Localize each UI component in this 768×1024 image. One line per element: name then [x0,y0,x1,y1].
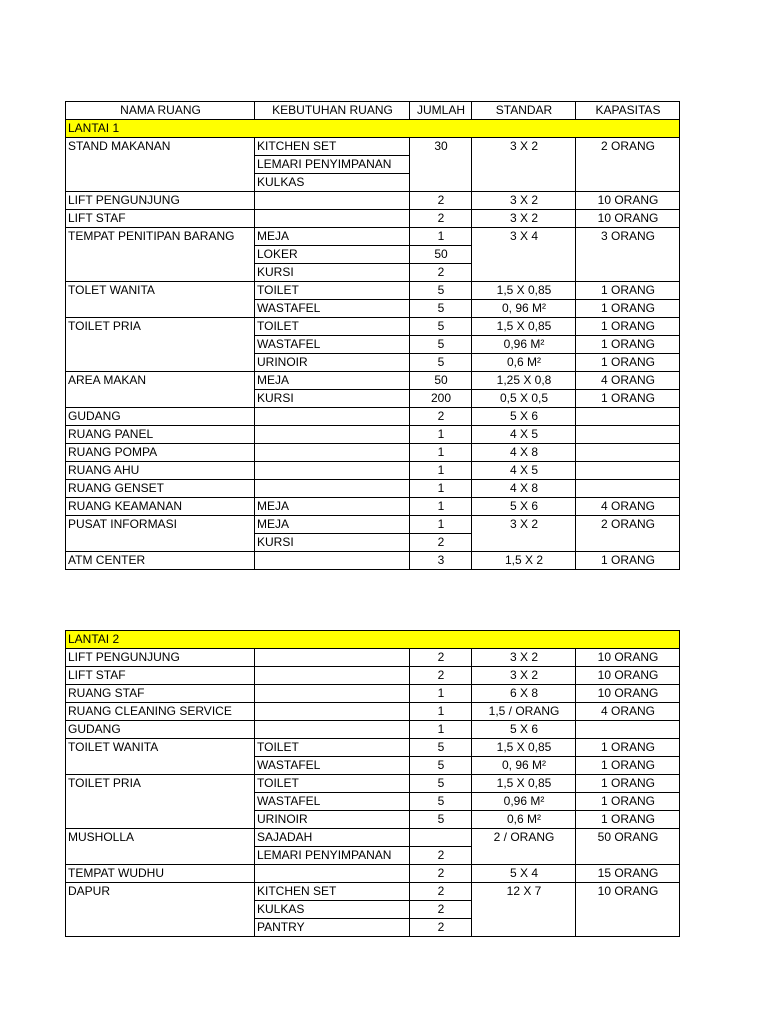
table-row [66,318,680,336]
cell-kapasitas [576,901,680,919]
table-row [66,444,680,462]
cell-standar [472,264,576,282]
table-row [66,721,680,739]
cell-kapasitas: 10 ORANG [576,649,680,667]
cell-kebutuhan-ruang [255,649,410,667]
cell-nama-ruang: AREA MAKAN [66,372,255,390]
table-row [66,534,680,552]
cell-jumlah: 1 [410,516,472,534]
cell-nama-ruang: RUANG CLEANING SERVICE [66,703,255,721]
cell-kebutuhan-ruang: WASTAFEL [255,757,410,775]
cell-nama-ruang: GUDANG [66,408,255,426]
table-row [66,408,680,426]
cell-standar [472,919,576,937]
cell-standar: 1,25 X 0,8 [472,372,576,390]
table-row [66,847,680,865]
table-row [66,552,680,570]
cell-kebutuhan-ruang: KITCHEN SET [255,138,410,156]
table-row [66,649,680,667]
table-row [66,498,680,516]
cell-kebutuhan-ruang [255,685,410,703]
cell-jumlah: 5 [410,811,472,829]
cell-kapasitas: 1 ORANG [576,757,680,775]
cell-jumlah: 2 [410,649,472,667]
cell-kapasitas: 10 ORANG [576,667,680,685]
cell-jumlah: 5 [410,793,472,811]
cell-kebutuhan-ruang: KURSI [255,264,410,282]
cell-kapasitas [576,721,680,739]
table-row [66,336,680,354]
cell-kapasitas [576,444,680,462]
cell-standar: 2 / ORANG [472,829,576,847]
cell-standar: 3 X 2 [472,649,576,667]
cell-jumlah: 1 [410,498,472,516]
cell-jumlah: 5 [410,775,472,793]
table-row [66,901,680,919]
cell-standar [472,156,576,174]
cell-kebutuhan-ruang: LEMARI PENYIMPANAN [255,847,410,865]
table-row [66,390,680,408]
cell-kebutuhan-ruang: TOILET [255,318,410,336]
table-row [66,883,680,901]
cell-kebutuhan-ruang [255,210,410,228]
header-nama-ruang: NAMA RUANG [66,102,255,120]
cell-kapasitas: 1 ORANG [576,793,680,811]
table-row [66,757,680,775]
cell-nama-ruang [66,336,255,354]
cell-jumlah: 5 [410,757,472,775]
cell-jumlah: 5 [410,354,472,372]
cell-kebutuhan-ruang: WASTAFEL [255,793,410,811]
cell-standar: 5 X 6 [472,498,576,516]
cell-kebutuhan-ruang: MEJA [255,228,410,246]
cell-kapasitas: 1 ORANG [576,390,680,408]
cell-kapasitas [576,919,680,937]
cell-nama-ruang: TOILET PRIA [66,318,255,336]
cell-standar: 3 X 2 [472,667,576,685]
header-jumlah: JUMLAH [410,102,472,120]
table-row [66,138,680,156]
cell-jumlah: 200 [410,390,472,408]
cell-kebutuhan-ruang [255,721,410,739]
cell-kebutuhan-ruang [255,552,410,570]
cell-nama-ruang: DAPUR [66,883,255,901]
cell-kebutuhan-ruang [255,444,410,462]
cell-standar: 6 X 8 [472,685,576,703]
table-row [66,426,680,444]
cell-kapasitas: 1 ORANG [576,318,680,336]
cell-kapasitas [576,480,680,498]
table-row [66,264,680,282]
cell-jumlah: 2 [410,264,472,282]
cell-nama-ruang [66,793,255,811]
cell-nama-ruang: TOILET PRIA [66,775,255,793]
cell-kebutuhan-ruang: KITCHEN SET [255,883,410,901]
cell-jumlah: 5 [410,282,472,300]
table-row [66,228,680,246]
cell-jumlah [410,156,472,174]
floor-1-label: LANTAI 1 [66,120,680,138]
cell-kebutuhan-ruang: KURSI [255,534,410,552]
cell-standar [472,246,576,264]
cell-jumlah: 1 [410,480,472,498]
cell-standar: 5 X 4 [472,865,576,883]
cell-nama-ruang: TEMPAT PENITIPAN BARANG [66,228,255,246]
cell-standar: 1,5 X 0,85 [472,282,576,300]
cell-kapasitas: 10 ORANG [576,685,680,703]
cell-kebutuhan-ruang: KURSI [255,390,410,408]
cell-kebutuhan-ruang [255,480,410,498]
cell-jumlah: 50 [410,246,472,264]
cell-jumlah: 1 [410,426,472,444]
cell-nama-ruang: LIFT PENGUNJUNG [66,649,255,667]
cell-nama-ruang: LIFT STAF [66,210,255,228]
cell-standar: 4 X 8 [472,444,576,462]
table-row [66,174,680,192]
cell-kapasitas: 4 ORANG [576,498,680,516]
cell-jumlah [410,829,472,847]
cell-nama-ruang: MUSHOLLA [66,829,255,847]
cell-jumlah: 1 [410,685,472,703]
cell-kapasitas: 1 ORANG [576,811,680,829]
cell-nama-ruang [66,811,255,829]
cell-standar: 3 X 2 [472,516,576,534]
cell-standar: 3 X 2 [472,210,576,228]
cell-nama-ruang [66,847,255,865]
cell-kapasitas: 1 ORANG [576,552,680,570]
cell-jumlah: 2 [410,667,472,685]
cell-kebutuhan-ruang: MEJA [255,372,410,390]
cell-standar: 4 X 5 [472,426,576,444]
cell-kebutuhan-ruang [255,703,410,721]
cell-jumlah: 50 [410,372,472,390]
table-row [66,811,680,829]
cell-kebutuhan-ruang: KULKAS [255,901,410,919]
cell-kapasitas: 2 ORANG [576,516,680,534]
floor-2-label: LANTAI 2 [66,631,680,649]
cell-kapasitas [576,174,680,192]
table-row [66,667,680,685]
table-row [66,829,680,847]
cell-jumlah: 1 [410,228,472,246]
cell-standar [472,847,576,865]
cell-kapasitas: 15 ORANG [576,865,680,883]
cell-kebutuhan-ruang: LEMARI PENYIMPANAN [255,156,410,174]
cell-nama-ruang [66,919,255,937]
table-row [66,865,680,883]
cell-kebutuhan-ruang: PANTRY [255,919,410,937]
cell-jumlah: 2 [410,883,472,901]
cell-nama-ruang: STAND MAKANAN [66,138,255,156]
cell-nama-ruang [66,354,255,372]
cell-standar: 0,6 M² [472,811,576,829]
table-row [66,703,680,721]
cell-kapasitas: 3 ORANG [576,228,680,246]
cell-jumlah: 2 [410,408,472,426]
cell-kapasitas [576,426,680,444]
cell-nama-ruang [66,757,255,775]
cell-jumlah: 5 [410,739,472,757]
cell-standar: 1,5 X 2 [472,552,576,570]
table-row [66,919,680,937]
cell-nama-ruang: RUANG POMPA [66,444,255,462]
cell-nama-ruang [66,300,255,318]
table-row [66,282,680,300]
cell-jumlah: 30 [410,138,472,156]
cell-nama-ruang [66,534,255,552]
cell-kapasitas [576,408,680,426]
cell-kapasitas: 4 ORANG [576,372,680,390]
table-row [66,775,680,793]
cell-nama-ruang: RUANG PANEL [66,426,255,444]
cell-kebutuhan-ruang: TOILET [255,739,410,757]
cell-kebutuhan-ruang: WASTAFEL [255,336,410,354]
cell-jumlah: 2 [410,901,472,919]
cell-nama-ruang [66,264,255,282]
cell-kapasitas [576,534,680,552]
cell-kapasitas: 50 ORANG [576,829,680,847]
cell-kapasitas [576,462,680,480]
cell-jumlah: 1 [410,721,472,739]
cell-nama-ruang: GUDANG [66,721,255,739]
cell-nama-ruang [66,390,255,408]
cell-jumlah: 2 [410,919,472,937]
cell-jumlah: 5 [410,318,472,336]
cell-nama-ruang: PUSAT INFORMASI [66,516,255,534]
table-row [66,354,680,372]
cell-kebutuhan-ruang: MEJA [255,516,410,534]
cell-kebutuhan-ruang: KULKAS [255,174,410,192]
cell-standar: 3 X 4 [472,228,576,246]
cell-jumlah: 2 [410,192,472,210]
cell-kapasitas: 1 ORANG [576,739,680,757]
cell-jumlah: 2 [410,865,472,883]
cell-kebutuhan-ruang [255,426,410,444]
cell-kebutuhan-ruang: SAJADAH [255,829,410,847]
table-row [66,192,680,210]
table-row [66,793,680,811]
cell-kapasitas: 10 ORANG [576,192,680,210]
cell-kapasitas [576,847,680,865]
cell-kapasitas [576,264,680,282]
table-row [66,516,680,534]
cell-standar: 3 X 2 [472,192,576,210]
cell-standar: 0, 96 M² [472,757,576,775]
cell-standar: 12 X 7 [472,883,576,901]
cell-jumlah [410,174,472,192]
cell-kebutuhan-ruang [255,192,410,210]
cell-nama-ruang: RUANG GENSET [66,480,255,498]
cell-nama-ruang: RUANG KEAMANAN [66,498,255,516]
cell-standar: 1,5 X 0,85 [472,318,576,336]
cell-kapasitas: 1 ORANG [576,354,680,372]
cell-nama-ruang: ATM CENTER [66,552,255,570]
cell-kebutuhan-ruang: MEJA [255,498,410,516]
cell-nama-ruang: TOLET WANITA [66,282,255,300]
table-row [66,156,680,174]
cell-standar: 4 X 8 [472,480,576,498]
cell-jumlah: 3 [410,552,472,570]
cell-kapasitas: 1 ORANG [576,775,680,793]
cell-kapasitas: 1 ORANG [576,300,680,318]
floor-2-row [66,631,680,649]
cell-standar: 5 X 6 [472,721,576,739]
cell-jumlah: 2 [410,847,472,865]
cell-standar [472,534,576,552]
cell-standar: 1,5 / ORANG [472,703,576,721]
table-row [66,462,680,480]
cell-kebutuhan-ruang: URINOIR [255,354,410,372]
cell-jumlah: 1 [410,462,472,480]
header-kapasitas: KAPASITAS [576,102,680,120]
cell-kapasitas: 1 ORANG [576,282,680,300]
cell-standar [472,174,576,192]
cell-kapasitas: 10 ORANG [576,883,680,901]
cell-standar: 3 X 2 [472,138,576,156]
cell-standar: 0,6 M² [472,354,576,372]
table-row [66,372,680,390]
cell-kebutuhan-ruang: LOKER [255,246,410,264]
cell-standar: 1,5 X 0,85 [472,775,576,793]
table-row [66,480,680,498]
cell-nama-ruang: LIFT PENGUNJUNG [66,192,255,210]
cell-jumlah: 1 [410,444,472,462]
cell-standar: 5 X 6 [472,408,576,426]
header-standar: STANDAR [472,102,576,120]
table-row [66,210,680,228]
room-table-floor-1 [65,101,680,570]
cell-kebutuhan-ruang: WASTAFEL [255,300,410,318]
cell-nama-ruang [66,901,255,919]
cell-kebutuhan-ruang: URINOIR [255,811,410,829]
cell-nama-ruang: TOILET WANITA [66,739,255,757]
table-row [66,685,680,703]
cell-kapasitas: 1 ORANG [576,336,680,354]
cell-nama-ruang: RUANG AHU [66,462,255,480]
cell-nama-ruang: TEMPAT WUDHU [66,865,255,883]
cell-jumlah: 5 [410,300,472,318]
cell-nama-ruang [66,174,255,192]
cell-standar: 0,5 X 0,5 [472,390,576,408]
cell-nama-ruang: LIFT STAF [66,667,255,685]
cell-kapasitas [576,246,680,264]
cell-standar: 0,96 M² [472,793,576,811]
cell-standar: 1,5 X 0,85 [472,739,576,757]
table-row [66,300,680,318]
cell-kebutuhan-ruang [255,408,410,426]
cell-standar: 4 X 5 [472,462,576,480]
cell-kapasitas [576,156,680,174]
cell-kebutuhan-ruang: TOILET [255,775,410,793]
cell-standar [472,901,576,919]
header-row [66,102,680,120]
cell-nama-ruang: RUANG STAF [66,685,255,703]
cell-nama-ruang [66,246,255,264]
cell-standar: 0,96 M² [472,336,576,354]
floor-1-row [66,120,680,138]
cell-kebutuhan-ruang [255,462,410,480]
cell-kebutuhan-ruang [255,667,410,685]
cell-kebutuhan-ruang [255,865,410,883]
cell-kapasitas: 10 ORANG [576,210,680,228]
cell-jumlah: 5 [410,336,472,354]
header-kebutuhan-ruang: KEBUTUHAN RUANG [255,102,410,120]
table-row [66,739,680,757]
room-table-floor-2 [65,630,680,937]
cell-jumlah: 1 [410,703,472,721]
cell-jumlah: 2 [410,210,472,228]
cell-kapasitas: 4 ORANG [576,703,680,721]
cell-kapasitas: 2 ORANG [576,138,680,156]
cell-nama-ruang [66,156,255,174]
cell-jumlah: 2 [410,534,472,552]
cell-standar: 0, 96 M² [472,300,576,318]
cell-kebutuhan-ruang: TOILET [255,282,410,300]
table-row [66,246,680,264]
